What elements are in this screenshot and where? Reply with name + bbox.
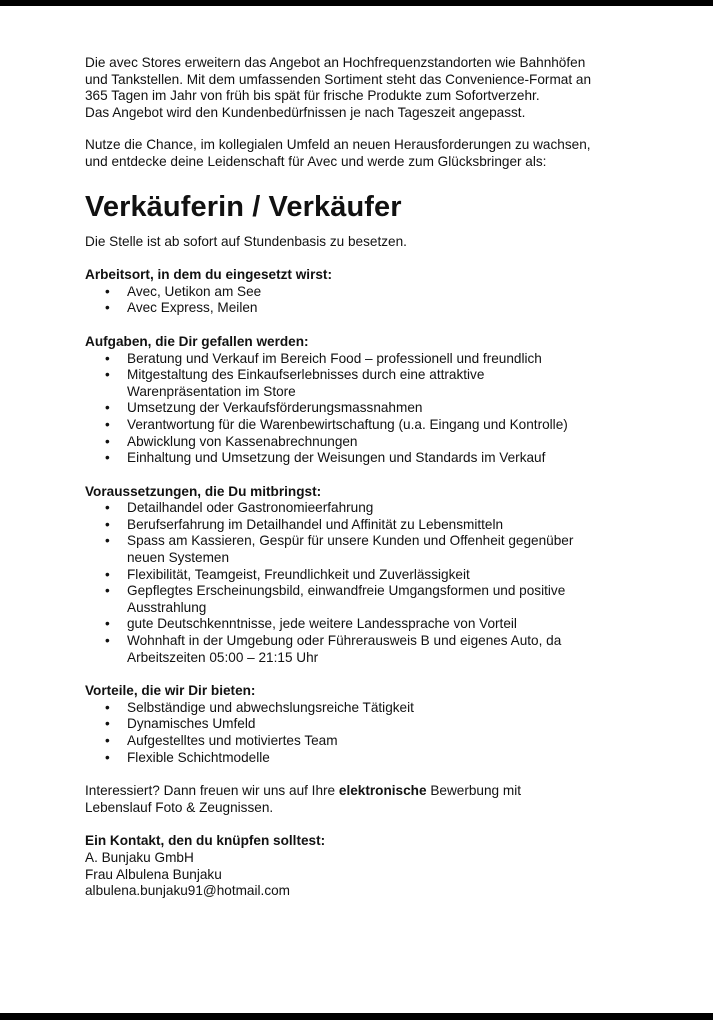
list-item: • Abwicklung von Kassenabrechnungen bbox=[85, 434, 630, 451]
section-heading: Arbeitsort, in dem du eingesetzt wirst: bbox=[85, 267, 332, 283]
job-title: Verkäuferin / Verkäufer bbox=[85, 190, 402, 223]
apply-emphasis: elektronische bbox=[338, 783, 427, 799]
list-item: • Dynamisches Umfeld bbox=[85, 716, 630, 733]
list-item: • Flexible Schichtmodelle bbox=[85, 750, 630, 767]
bullet-list bbox=[85, 351, 630, 467]
lead-text: Die Stelle ist ab sofort auf Stundenbasis zu besetzen. bbox=[85, 233, 407, 249]
list-item: • Mitgestaltung des Einkaufserlebnisses durch eine attraktive Warenpräsentation im Store bbox=[85, 367, 630, 400]
list-item: • Detailhandel oder Gastronomieerfahrung bbox=[85, 500, 630, 517]
contact-company: A. Bunjaku GmbH bbox=[85, 849, 194, 865]
apply-paragraph: Interessiert? Dann freuen wir uns auf Ihre elektronische Bewerbung mit Lebenslauf Foto & Zeugnissen. bbox=[85, 783, 521, 815]
intro-paragraph-1: Die avec Stores erweitern das Angebot an Hochfrequenzstandorten wie Bahnhöfen und Tankstellen. Mit dem umfassenden Sortiment steht das Convenience-Format an 365 Tagen im Jahr von früh bis spät für frische Produkte zum Sofortverzehr. Das Angebot wird den Kundenbedürfnissen je nach Tageszeit angepasst. bbox=[85, 55, 592, 120]
bullet-list bbox=[85, 700, 630, 766]
contact-block bbox=[85, 833, 630, 899]
contact-email[interactable]: albulena.bunjaku91@hotmail.com bbox=[85, 883, 290, 899]
list-item: • Beratung und Verkauf im Bereich Food – professionell und freundlich bbox=[85, 351, 630, 368]
list-item: • Selbständige und abwechslungsreiche Tätigkeit bbox=[85, 700, 630, 717]
list-item: • Avec, Uetikon am See bbox=[85, 284, 630, 301]
list-item: • Wohnhaft in der Umgebung oder Führerausweis B und eigenes Auto, da Arbeitszeiten 05:00 – 21:15 Uhr bbox=[85, 633, 630, 666]
list-item: • Gepflegtes Erscheinungsbild, einwandfreie Umgangsformen und positive Ausstrahlung bbox=[85, 583, 630, 616]
sections bbox=[85, 267, 630, 766]
list-item: • Flexibilität, Teamgeist, Freundlichkeit und Zuverlässigkeit bbox=[85, 567, 630, 584]
list-item: • Spass am Kassieren, Gespür für unsere Kunden und Offenheit gegenüber neuen Systemen bbox=[85, 533, 630, 566]
section-heading: Vorteile, die wir Dir bieten: bbox=[85, 683, 256, 699]
list-item: • Berufserfahrung im Detailhandel und Affinität zu Lebensmitteln bbox=[85, 517, 630, 534]
list-item: • Einhaltung und Umsetzung der Weisungen und Standards im Verkauf bbox=[85, 450, 630, 467]
section-heading: Aufgaben, die Dir gefallen werden: bbox=[85, 333, 309, 349]
contact-heading: Ein Kontakt, den du knüpfen solltest: bbox=[85, 833, 326, 849]
list-item: • Verantwortung für die Warenbewirtschaftung (u.a. Eingang und Kontrolle) bbox=[85, 417, 630, 434]
job-posting-page bbox=[85, 55, 630, 900]
bullet-list bbox=[85, 500, 630, 666]
list-item: • Umsetzung der Verkaufsförderungsmassnahmen bbox=[85, 400, 630, 417]
top-border bbox=[0, 0, 713, 6]
intro-paragraph-2: Nutze die Chance, im kollegialen Umfeld an neuen Herausforderungen zu wachsen, und entdecke deine Leidenschaft für Avec und werde zum Glücksbringer als: bbox=[85, 137, 591, 169]
contact-person: Frau Albulena Bunjaku bbox=[85, 866, 222, 882]
list-item: • Aufgestelltes und motiviertes Team bbox=[85, 733, 630, 750]
section-heading: Voraussetzungen, die Du mitbringst: bbox=[85, 483, 322, 499]
bullet-list bbox=[85, 284, 630, 317]
bottom-border bbox=[0, 1013, 713, 1020]
list-item: • Avec Express, Meilen bbox=[85, 300, 630, 317]
list-item: • gute Deutschkenntnisse, jede weitere Landessprache von Vorteil bbox=[85, 616, 630, 633]
